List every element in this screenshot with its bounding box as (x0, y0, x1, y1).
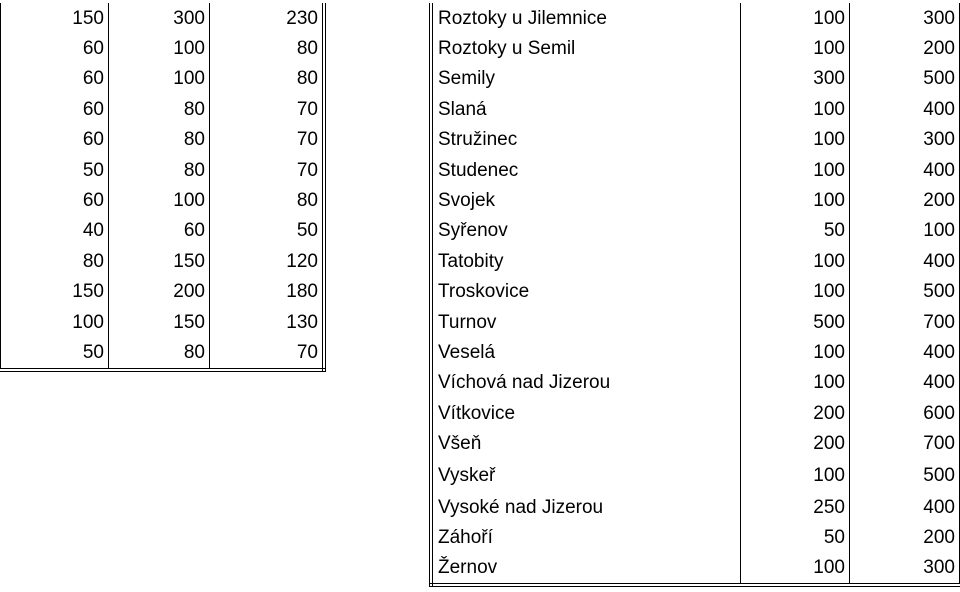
table-cell: 80 (210, 185, 325, 215)
table-cell: 500 (850, 64, 960, 94)
table-cell: 100 (850, 216, 960, 246)
table-cell: 200 (850, 522, 960, 552)
table-row (431, 368, 960, 398)
table-cell: 400 (850, 94, 960, 124)
table-cell: 50 (210, 216, 325, 246)
municipality-name-cell: Roztoky u Jilemnice (431, 3, 741, 33)
table-row (431, 522, 960, 552)
municipality-name-cell: Záhoří (431, 522, 741, 552)
table-cell: 80 (210, 33, 325, 63)
right-table-body (431, 3, 960, 585)
table-cell: 70 (210, 125, 325, 155)
municipality-name-cell: Studenec (431, 155, 741, 185)
table-cell: 200 (850, 185, 960, 215)
table-cell: 180 (210, 277, 325, 307)
table-row (431, 185, 960, 215)
table-cell: 300 (850, 553, 960, 585)
table-cell: 60 (1, 125, 109, 155)
table-cell: 150 (1, 3, 109, 33)
table-row (431, 459, 960, 492)
table-cell: 80 (109, 337, 210, 369)
table-cell: 200 (109, 277, 210, 307)
municipality-name-cell: Roztoky u Semil (431, 33, 741, 63)
municipality-name-cell: Troskovice (431, 277, 741, 307)
municipality-name-cell: Slaná (431, 94, 741, 124)
left-values-table (0, 3, 326, 372)
table-row (431, 398, 960, 428)
table-cell: 100 (741, 246, 850, 276)
table-row (1, 246, 325, 276)
municipality-name-cell: Syřenov (431, 216, 741, 246)
table-cell: 60 (1, 185, 109, 215)
municipality-name-cell: Všeň (431, 428, 741, 458)
table-cell: 60 (109, 216, 210, 246)
table-cell: 300 (850, 125, 960, 155)
table-row (431, 277, 960, 307)
table-row (1, 307, 325, 337)
table-cell: 50 (741, 216, 850, 246)
table-row (1, 337, 325, 369)
table-cell: 100 (741, 3, 850, 33)
table-cell: 50 (1, 337, 109, 369)
table-cell: 120 (210, 246, 325, 276)
table-cell: 100 (1, 307, 109, 337)
table-cell: 80 (109, 125, 210, 155)
table-cell: 150 (1, 277, 109, 307)
table-cell: 50 (1, 155, 109, 185)
table-row (431, 246, 960, 276)
table-cell: 200 (741, 398, 850, 428)
table-cell: 100 (741, 277, 850, 307)
table-cell: 100 (109, 64, 210, 94)
table-cell: 400 (850, 492, 960, 522)
table-cell: 500 (850, 459, 960, 492)
municipality-name-cell: Svojek (431, 185, 741, 215)
table-cell: 700 (850, 307, 960, 337)
municipality-values-table (429, 3, 960, 587)
table-cell: 100 (741, 368, 850, 398)
table-cell: 80 (210, 64, 325, 94)
table-cell: 300 (850, 3, 960, 33)
table-row (431, 125, 960, 155)
table-cell: 80 (1, 246, 109, 276)
municipality-name-cell: Vysoké nad Jizerou (431, 492, 741, 522)
left-table-body (1, 3, 325, 370)
table-row (431, 3, 960, 33)
table-cell: 300 (109, 3, 210, 33)
municipality-name-cell: Tatobity (431, 246, 741, 276)
table-cell: 100 (741, 459, 850, 492)
table-cell: 100 (741, 185, 850, 215)
table-row (1, 94, 325, 124)
table-cell: 60 (1, 33, 109, 63)
table-cell: 100 (109, 185, 210, 215)
table-row (431, 553, 960, 585)
table-cell: 400 (850, 155, 960, 185)
table-cell: 600 (850, 398, 960, 428)
table-row (431, 492, 960, 522)
table-cell: 100 (741, 337, 850, 367)
table-cell: 70 (210, 155, 325, 185)
table-cell: 300 (741, 64, 850, 94)
municipality-name-cell: Vyskeř (431, 459, 741, 492)
table-cell: 230 (210, 3, 325, 33)
table-row (431, 33, 960, 63)
table-cell: 200 (741, 428, 850, 458)
table-row (1, 64, 325, 94)
table-cell: 700 (850, 428, 960, 458)
municipality-name-cell: Víchová nad Jizerou (431, 368, 741, 398)
municipality-name-cell: Veselá (431, 337, 741, 367)
table-row (431, 64, 960, 94)
table-cell: 500 (741, 307, 850, 337)
municipality-name-cell: Žernov (431, 553, 741, 585)
table-row (1, 3, 325, 33)
table-cell: 100 (109, 33, 210, 63)
table-cell: 400 (850, 246, 960, 276)
table-cell: 100 (741, 94, 850, 124)
municipality-name-cell: Semily (431, 64, 741, 94)
table-row (431, 337, 960, 367)
table-cell: 250 (741, 492, 850, 522)
table-row (431, 428, 960, 458)
table-row (1, 185, 325, 215)
table-cell: 200 (850, 33, 960, 63)
table-row (1, 155, 325, 185)
table-cell: 100 (741, 125, 850, 155)
table-cell: 80 (109, 94, 210, 124)
table-cell: 150 (109, 307, 210, 337)
table-cell: 400 (850, 368, 960, 398)
municipality-name-cell: Turnov (431, 307, 741, 337)
table-cell: 400 (850, 337, 960, 367)
table-row (431, 216, 960, 246)
table-cell: 70 (210, 94, 325, 124)
table-cell: 50 (741, 522, 850, 552)
table-row (1, 216, 325, 246)
table-cell: 130 (210, 307, 325, 337)
table-row (431, 155, 960, 185)
table-cell: 40 (1, 216, 109, 246)
table-cell: 70 (210, 337, 325, 369)
table-row (1, 33, 325, 63)
table-cell: 60 (1, 94, 109, 124)
table-row (431, 307, 960, 337)
table-cell: 80 (109, 155, 210, 185)
table-cell: 150 (109, 246, 210, 276)
municipality-name-cell: Stružinec (431, 125, 741, 155)
table-cell: 60 (1, 64, 109, 94)
table-cell: 100 (741, 155, 850, 185)
table-cell: 100 (741, 33, 850, 63)
table-cell: 100 (741, 553, 850, 585)
table-row (1, 125, 325, 155)
table-row (431, 94, 960, 124)
municipality-name-cell: Vítkovice (431, 398, 741, 428)
table-row (1, 277, 325, 307)
table-cell: 500 (850, 277, 960, 307)
